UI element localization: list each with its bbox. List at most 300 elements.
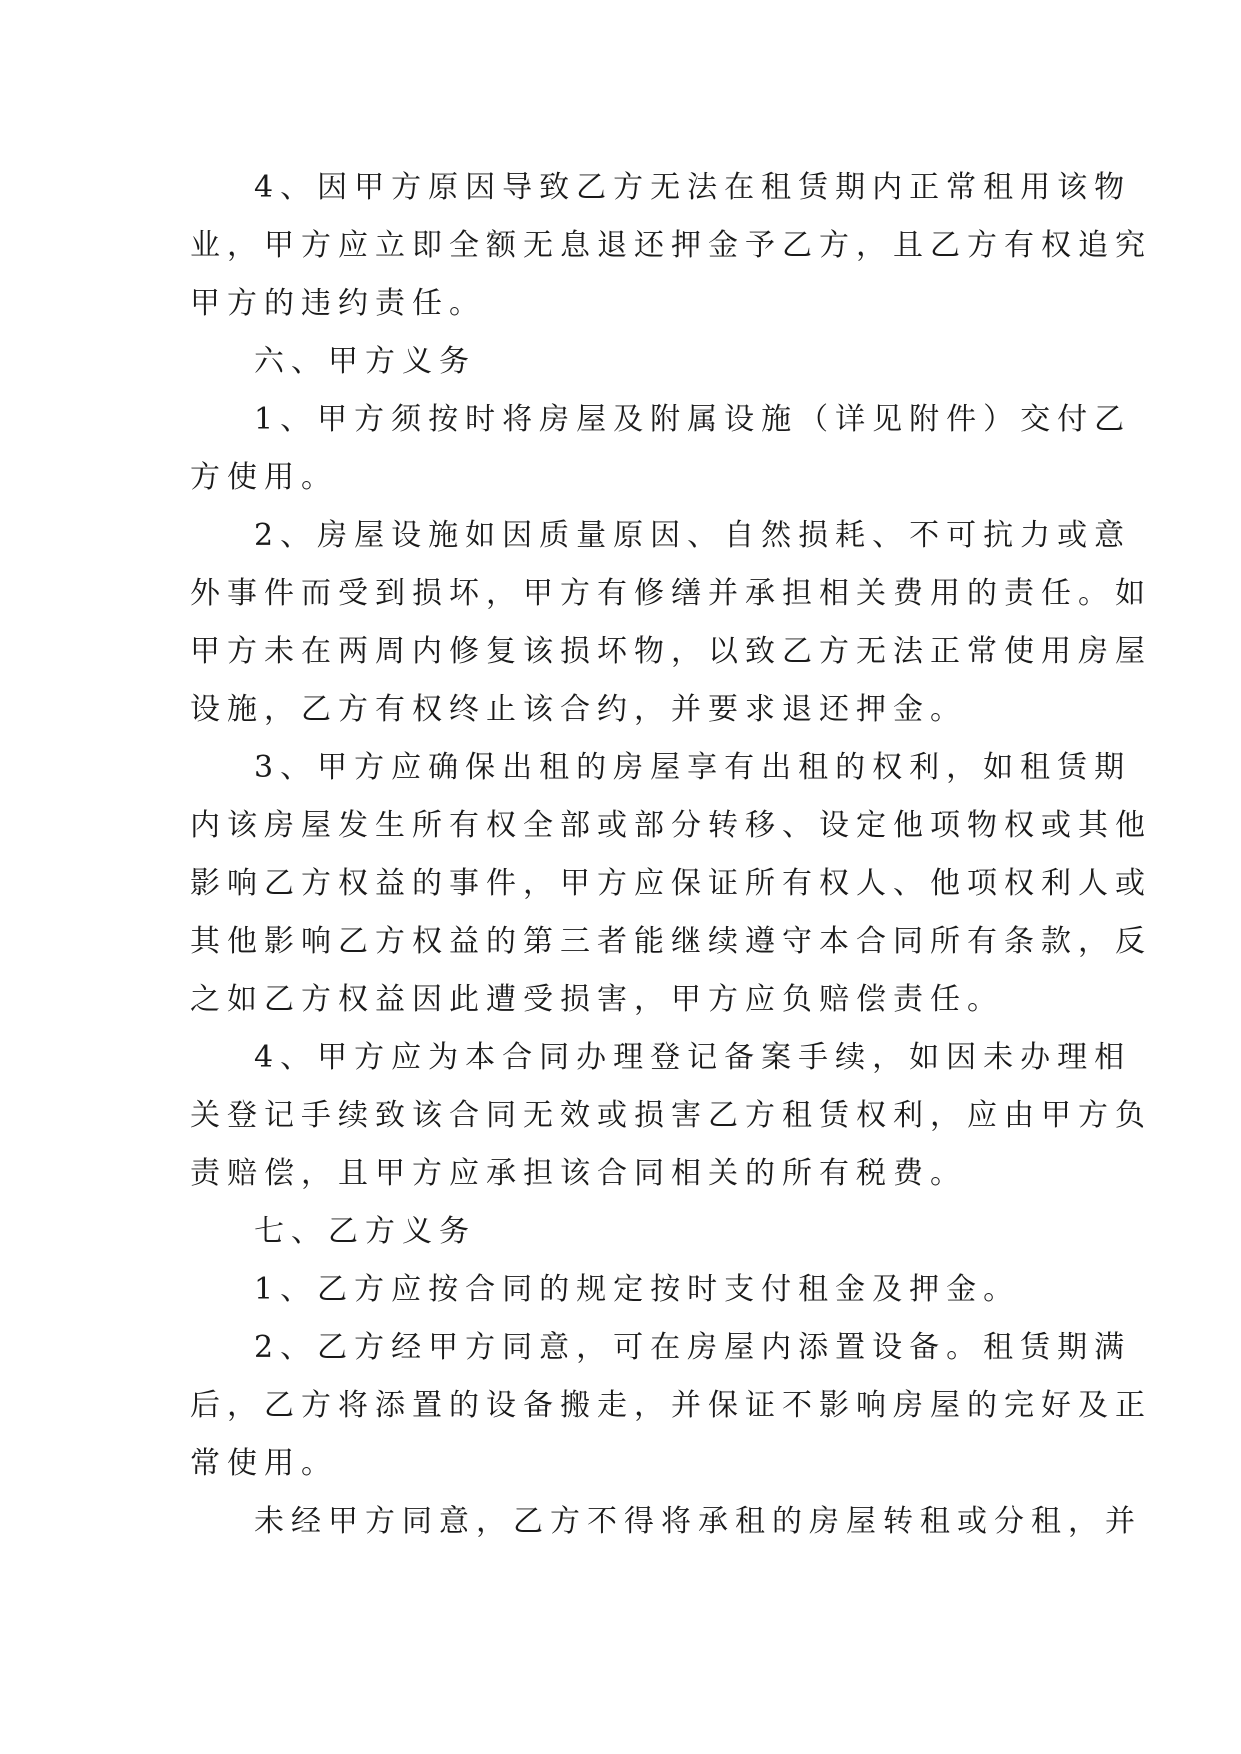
glyph: 业: [190, 228, 227, 263]
glyph: 抗: [983, 518, 1021, 553]
glyph: 保: [671, 866, 708, 901]
glyph: 响: [227, 866, 264, 901]
glyph: 量: [576, 518, 614, 553]
glyph: ，: [671, 634, 708, 669]
glyph: 1: [254, 402, 281, 437]
glyph: 件: [264, 576, 301, 611]
glyph: 物: [634, 634, 671, 669]
glyph: 备: [724, 1040, 762, 1075]
glyph: 可: [946, 518, 984, 553]
glyph: 记: [687, 1040, 725, 1075]
glyph: 手: [301, 1098, 338, 1133]
glyph: 租: [1031, 1504, 1068, 1539]
glyph: 房: [317, 518, 355, 553]
glyph: 该: [227, 808, 264, 843]
glyph: 本: [465, 1040, 503, 1075]
glyph: 缮: [671, 576, 708, 611]
glyph: 他: [893, 808, 930, 843]
glyph: 分: [671, 808, 708, 843]
glyph: 如: [1115, 576, 1152, 611]
glyph: 所: [930, 924, 967, 959]
glyph: ，: [872, 1040, 910, 1075]
glyph: 件: [486, 866, 523, 901]
glyph: 后: [190, 1388, 227, 1423]
glyph: 走: [597, 1388, 634, 1423]
text-line: [254, 514, 1132, 558]
glyph: 者: [597, 924, 634, 959]
glyph: 甲: [523, 576, 560, 611]
text-line: [254, 1036, 1132, 1080]
glyph: 合: [502, 1040, 540, 1075]
glyph: 租: [983, 170, 1021, 205]
glyph: 的: [835, 750, 873, 785]
glyph: 守: [782, 924, 819, 959]
glyph: 正: [930, 634, 967, 669]
glyph: 权: [1004, 808, 1041, 843]
glyph: 施: [428, 518, 466, 553]
glyph: 息: [560, 228, 597, 263]
glyph: 全: [449, 228, 486, 263]
text-line: 之如乙方权益因此遭受损害，甲方应负赔偿责任。: [190, 982, 1004, 1017]
glyph: 甲: [317, 750, 355, 785]
glyph: 方: [560, 576, 597, 611]
glyph: 3: [254, 750, 281, 785]
glyph: （: [798, 402, 836, 437]
glyph: 甲: [317, 1040, 355, 1075]
glyph: 条: [1004, 924, 1041, 959]
section-heading: 六、甲方义务: [254, 344, 476, 379]
glyph: 证: [708, 866, 745, 901]
glyph: 期: [1094, 750, 1132, 785]
glyph: 方: [301, 866, 338, 901]
text-line: [190, 224, 1152, 268]
glyph: 坏: [597, 634, 634, 669]
glyph: 然: [761, 518, 799, 553]
glyph: 租: [920, 1504, 957, 1539]
glyph: 甲: [317, 402, 355, 437]
glyph: 满: [1094, 1330, 1132, 1365]
glyph: 应: [338, 228, 375, 263]
glyph: 手: [798, 1040, 836, 1075]
glyph: 如: [983, 750, 1021, 785]
glyph: 内: [190, 808, 227, 843]
glyph: 方: [819, 634, 856, 669]
glyph: 第: [523, 924, 560, 959]
glyph: 房: [613, 750, 651, 785]
glyph: 遵: [745, 924, 782, 959]
glyph: 影: [819, 1388, 856, 1423]
glyph: 在: [650, 1330, 688, 1365]
glyph: 附: [650, 402, 688, 437]
glyph: 害: [671, 1098, 708, 1133]
glyph: 时: [465, 402, 503, 437]
glyph: 该: [523, 634, 560, 669]
glyph: 交: [1020, 402, 1058, 437]
glyph: 及: [1078, 1388, 1115, 1423]
glyph: 外: [190, 576, 227, 611]
glyph: 用: [1041, 634, 1078, 669]
glyph: 同: [502, 1330, 540, 1365]
glyph: 将: [661, 1504, 698, 1539]
glyph: 的: [967, 576, 1004, 611]
glyph: 效: [560, 1098, 597, 1133]
glyph: 2: [254, 1330, 281, 1365]
glyph: ，: [576, 1330, 614, 1365]
glyph: 方: [365, 1504, 402, 1539]
glyph: 无: [650, 170, 688, 205]
glyph: 可: [613, 1330, 651, 1365]
glyph: 见: [872, 402, 910, 437]
glyph: 未: [254, 1504, 291, 1539]
glyph: 的: [412, 866, 449, 901]
glyph: 应: [967, 1098, 1004, 1133]
glyph: ，: [1078, 924, 1115, 959]
glyph: 用: [930, 576, 967, 611]
glyph: 利: [909, 750, 947, 785]
glyph: 致: [375, 1098, 412, 1133]
glyph: 、: [782, 808, 819, 843]
glyph: 屋: [1115, 634, 1152, 669]
glyph: 置: [412, 1388, 449, 1423]
glyph: 耗: [835, 518, 873, 553]
glyph: 未: [983, 1040, 1021, 1075]
glyph: 不: [587, 1504, 624, 1539]
glyph: 他: [930, 866, 967, 901]
glyph: 追: [1078, 228, 1115, 263]
glyph: 4: [254, 170, 281, 205]
glyph: 权: [819, 866, 856, 901]
glyph: 他: [1115, 808, 1152, 843]
glyph: 方: [1078, 1098, 1115, 1133]
glyph: 原: [428, 170, 466, 205]
glyph: 项: [930, 808, 967, 843]
glyph: ，: [523, 866, 560, 901]
glyph: 或: [957, 1504, 994, 1539]
glyph: 如: [465, 518, 503, 553]
glyph: 无: [523, 1098, 560, 1133]
glyph: 相: [819, 576, 856, 611]
glyph: 赁: [1057, 750, 1095, 785]
glyph: 关: [856, 576, 893, 611]
glyph: 有: [597, 576, 634, 611]
glyph: 且: [893, 228, 930, 263]
glyph: 办: [1020, 1040, 1058, 1075]
glyph: ，: [1068, 1504, 1105, 1539]
glyph: 乙: [317, 1330, 355, 1365]
glyph: 权: [856, 1098, 893, 1133]
glyph: 内: [761, 1330, 799, 1365]
glyph: 方: [301, 1388, 338, 1423]
glyph: 方: [354, 750, 392, 785]
text-line: [190, 862, 1152, 906]
glyph: 甲: [560, 866, 597, 901]
glyph: 款: [1041, 924, 1078, 959]
glyph: 设: [724, 402, 762, 437]
text-line: 责赔偿，且甲方应承担该合同相关的所有税费。: [190, 1156, 967, 1191]
glyph: 出: [502, 750, 540, 785]
glyph: 租: [782, 1098, 819, 1133]
glyph: 因: [946, 1040, 984, 1075]
glyph: 致: [745, 634, 782, 669]
glyph: 有: [967, 924, 1004, 959]
glyph: 续: [835, 1040, 873, 1075]
glyph: 损: [798, 518, 836, 553]
glyph: 损: [560, 634, 597, 669]
glyph: 修: [449, 634, 486, 669]
glyph: 转: [883, 1504, 920, 1539]
glyph: 常: [946, 170, 984, 205]
glyph: 同: [539, 1040, 577, 1075]
glyph: 物: [967, 808, 1004, 843]
glyph: 的: [772, 1504, 809, 1539]
glyph: 须: [391, 402, 429, 437]
glyph: 继: [671, 924, 708, 959]
text-line: [190, 804, 1152, 848]
glyph: 损: [634, 1098, 671, 1133]
glyph: 方: [597, 866, 634, 901]
glyph: 部: [634, 808, 671, 843]
glyph: 房: [809, 1504, 846, 1539]
glyph: 项: [967, 866, 1004, 901]
glyph: 负: [1115, 1098, 1152, 1133]
glyph: 的: [576, 750, 614, 785]
glyph: ，: [227, 1388, 264, 1423]
glyph: 添: [375, 1388, 412, 1423]
glyph: 设: [486, 1388, 523, 1423]
glyph: 或: [1057, 518, 1095, 553]
glyph: 即: [412, 228, 449, 263]
glyph: ，: [946, 750, 984, 785]
glyph: 房: [893, 1388, 930, 1423]
glyph: 或: [597, 1098, 634, 1133]
glyph: 因: [465, 170, 503, 205]
glyph: ，: [486, 576, 523, 611]
glyph: 。: [1078, 576, 1115, 611]
glyph: 生: [375, 808, 412, 843]
text-line: [254, 1326, 1132, 1370]
glyph: 内: [872, 170, 910, 205]
glyph: 屋: [354, 518, 392, 553]
glyph: 详: [835, 402, 873, 437]
glyph: 确: [428, 750, 466, 785]
glyph: 在: [724, 170, 762, 205]
glyph: 乙: [576, 170, 614, 205]
glyph: 力: [1020, 518, 1058, 553]
glyph: 房: [687, 1330, 725, 1365]
glyph: 赁: [798, 170, 836, 205]
glyph: 权: [1041, 228, 1078, 263]
text-line: 甲方的违约责任。: [190, 286, 486, 321]
glyph: 予: [745, 228, 782, 263]
glyph: ，: [856, 228, 893, 263]
glyph: ，: [227, 228, 264, 263]
glyph: 登: [227, 1098, 264, 1133]
glyph: 权: [338, 866, 375, 901]
glyph: 的: [967, 1388, 1004, 1423]
glyph: 甲: [428, 1330, 466, 1365]
glyph: 理: [613, 1040, 651, 1075]
glyph: 不: [782, 1388, 819, 1423]
glyph: 或: [597, 808, 634, 843]
glyph: 甲: [354, 170, 392, 205]
text-line: 1、乙方应按合同的规定按时支付租金及押金。: [254, 1272, 1021, 1307]
glyph: 损: [412, 576, 449, 611]
glyph: 或: [1041, 808, 1078, 843]
glyph: 屋: [846, 1504, 883, 1539]
glyph: 有: [782, 866, 819, 901]
glyph: 法: [893, 634, 930, 669]
glyph: 赁: [819, 1098, 856, 1133]
glyph: 屋: [301, 808, 338, 843]
glyph: 方: [354, 1040, 392, 1075]
glyph: 致: [539, 170, 577, 205]
glyph: 事: [227, 576, 264, 611]
glyph: 证: [745, 1388, 782, 1423]
glyph: 方: [465, 1330, 503, 1365]
glyph: 额: [486, 228, 523, 263]
glyph: 房: [539, 402, 577, 437]
glyph: 、: [280, 1330, 318, 1365]
glyph: 、: [280, 750, 318, 785]
glyph: 响: [301, 924, 338, 959]
glyph: 甲: [1041, 1098, 1078, 1133]
glyph: 自: [724, 518, 762, 553]
glyph: 权: [486, 808, 523, 843]
glyph: 因: [502, 518, 540, 553]
glyph: 得: [624, 1504, 661, 1539]
glyph: 屋: [724, 1330, 762, 1365]
glyph: 转: [708, 808, 745, 843]
glyph: 益: [449, 924, 486, 959]
glyph: 使: [1004, 634, 1041, 669]
glyph: 乙: [782, 634, 819, 669]
glyph: 、: [280, 402, 318, 437]
glyph: 如: [909, 1040, 947, 1075]
glyph: ，: [634, 1388, 671, 1423]
glyph: 应: [391, 1040, 429, 1075]
glyph: 人: [1078, 866, 1115, 901]
glyph: 、: [280, 518, 318, 553]
glyph: 响: [856, 1388, 893, 1423]
glyph: 应: [391, 750, 429, 785]
glyph: 该: [412, 1098, 449, 1133]
glyph: 方: [819, 228, 856, 263]
glyph: 设: [391, 518, 429, 553]
glyph: 方: [354, 1330, 392, 1365]
glyph: 未: [264, 634, 301, 669]
glyph: 其: [190, 924, 227, 959]
glyph: 部: [560, 808, 597, 843]
glyph: 乙: [338, 924, 375, 959]
glyph: 责: [1004, 576, 1041, 611]
glyph: 件: [946, 402, 984, 437]
glyph: 方: [550, 1504, 587, 1539]
text-line: [254, 746, 1132, 790]
glyph: 并: [671, 1388, 708, 1423]
glyph: 将: [502, 402, 540, 437]
glyph: 权: [412, 924, 449, 959]
glyph: 赁: [1020, 1330, 1058, 1365]
glyph: 乙: [264, 866, 301, 901]
glyph: 保: [465, 750, 503, 785]
glyph: 搬: [560, 1388, 597, 1423]
glyph: 立: [375, 228, 412, 263]
glyph: 其: [1078, 808, 1115, 843]
glyph: 承: [698, 1504, 735, 1539]
glyph: 续: [338, 1098, 375, 1133]
glyph: 同: [486, 1098, 523, 1133]
glyph: 全: [523, 808, 560, 843]
glyph: 备: [909, 1330, 947, 1365]
glyph: 因: [650, 518, 688, 553]
glyph: 乙: [1094, 402, 1132, 437]
glyph: 记: [264, 1098, 301, 1133]
glyph: 乙: [513, 1504, 550, 1539]
glyph: 所: [412, 808, 449, 843]
glyph: 用: [1020, 170, 1058, 205]
glyph: 常: [967, 634, 1004, 669]
glyph: 为: [428, 1040, 466, 1075]
glyph: 乙: [930, 228, 967, 263]
glyph: 经: [391, 1330, 429, 1365]
glyph: 影: [264, 924, 301, 959]
glyph: 相: [1094, 1040, 1132, 1075]
glyph: 在: [301, 634, 338, 669]
glyph: 租: [735, 1504, 772, 1539]
text-line: [254, 1500, 1142, 1544]
glyph: 、: [872, 518, 910, 553]
glyph: 法: [687, 170, 725, 205]
glyph: 及: [613, 402, 651, 437]
glyph: 方: [354, 402, 392, 437]
glyph: 施: [761, 402, 799, 437]
text-line: [190, 630, 1152, 674]
glyph: 的: [449, 1388, 486, 1423]
glyph: 并: [708, 576, 745, 611]
glyph: 乙: [708, 1098, 745, 1133]
glyph: 4: [254, 1040, 281, 1075]
glyph: 三: [560, 924, 597, 959]
glyph: 方: [227, 634, 264, 669]
glyph: 坏: [449, 576, 486, 611]
glyph: 添: [798, 1330, 836, 1365]
text-line: [254, 398, 1132, 442]
text-line: 方使用。: [190, 460, 338, 495]
glyph: 本: [819, 924, 856, 959]
glyph: 两: [338, 634, 375, 669]
glyph: 周: [375, 634, 412, 669]
glyph: 乙: [264, 1388, 301, 1423]
glyph: 他: [227, 924, 264, 959]
glyph: 正: [909, 170, 947, 205]
glyph: 附: [909, 402, 947, 437]
glyph: 按: [428, 402, 466, 437]
glyph: 方: [391, 170, 429, 205]
glyph: 并: [1105, 1504, 1142, 1539]
glyph: 2: [254, 518, 281, 553]
glyph: 质: [539, 518, 577, 553]
glyph: 所: [745, 866, 782, 901]
glyph: 承: [745, 576, 782, 611]
glyph: 、: [280, 170, 318, 205]
glyph: 屋: [930, 1388, 967, 1423]
glyph: 退: [597, 228, 634, 263]
glyph: 期: [835, 170, 873, 205]
glyph: 屋: [576, 402, 614, 437]
glyph: 物: [1094, 170, 1132, 205]
glyph: 意: [1094, 518, 1132, 553]
glyph: 分: [994, 1504, 1031, 1539]
